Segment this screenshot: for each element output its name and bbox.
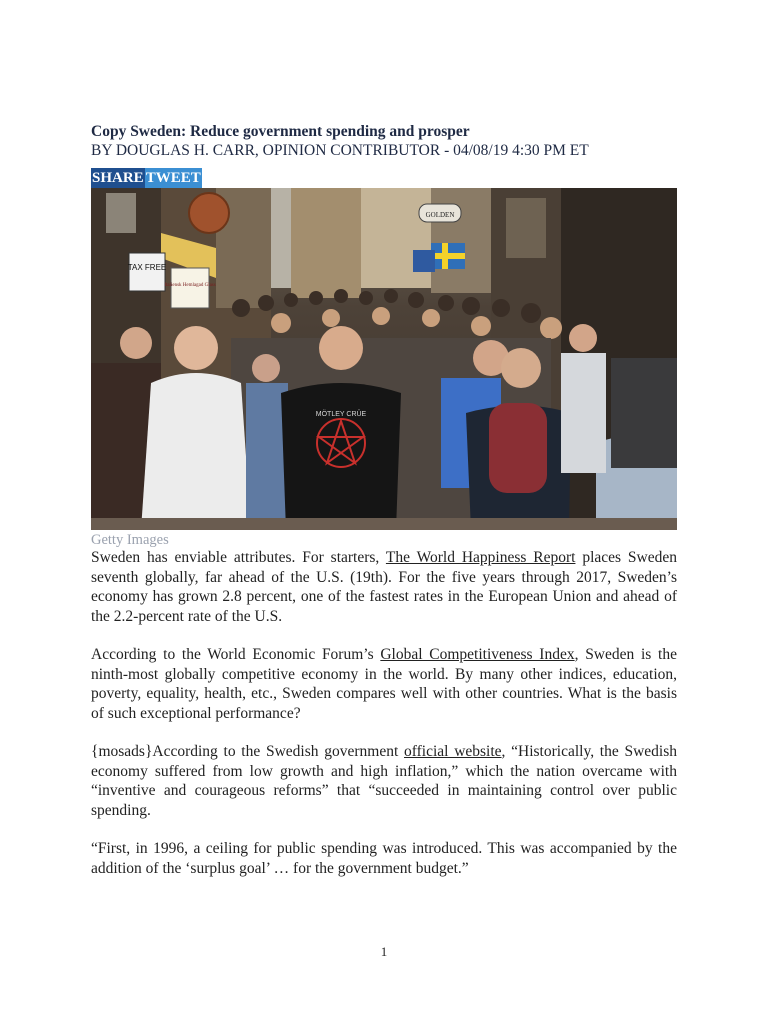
- paragraph-1: [91, 548, 677, 626]
- crowd-street-photo: [91, 188, 677, 530]
- paragraph-2-text-end: , Sweden is the ninth-most globally competitive economy in the world. By many other indices, education, poverty, equality, health, etc., Sweden compares well with other countries. What is the basis of such exceptional performance?: [91, 646, 677, 722]
- share-bar: [91, 168, 677, 188]
- paragraph-3-text-end: , “Historically, the Swedish economy suffered from low growth and high inflation,” which the nation overcame with “inventive and courageous reforms” that “succeeded in maintaining control over public spending.: [91, 743, 677, 819]
- paragraph-3: [91, 742, 677, 820]
- official-website-link[interactable]: official website: [404, 743, 502, 760]
- shop-sign: GOLDEN: [425, 211, 455, 219]
- world-happiness-report-link[interactable]: The World Happiness Report: [385, 549, 576, 566]
- global-competitiveness-index-link[interactable]: Global Competitiveness Index: [380, 646, 575, 663]
- paragraph-2: [91, 645, 677, 723]
- tax-free-sign: TAX FREE: [127, 263, 167, 272]
- shirt-print: MÖTLEY CRÜE: [315, 411, 367, 418]
- share-button[interactable]: SHARE: [92, 170, 144, 186]
- paragraph-3-text-start: {mosads}According to the Swedish government: [91, 743, 404, 760]
- paragraph-4: “First, in 1996, a ceiling for public spending was introduced. This was accompanied by the addition of the ‘surplus goal’ … for the government budget.”: [91, 840, 677, 877]
- article-photo: [91, 188, 677, 530]
- paragraph-1-text-start: Sweden has enviable attributes. For starters,: [91, 549, 386, 566]
- article-title: Copy Sweden: Reduce government spending and prosper: [91, 123, 470, 140]
- page-number: 1: [380, 944, 388, 959]
- document-page: [91, 122, 677, 897]
- image-caption: Getty Images: [91, 532, 169, 548]
- gelato-sign: Italiensk Hemlagad Glass: [164, 283, 216, 288]
- article-byline: BY DOUGLAS H. CARR, OPINION CONTRIBUTOR - 04/08/19 4:30 PM ET: [91, 142, 589, 159]
- paragraph-1-text-end: places Sweden seventh globally, far ahead of the U.S. (19th). For the five years through 2017, Sweden’s economy has grown 2.8 percent, one of the fastest rates in the European Union and ahead of the 2.2-percent rate of the U.S.: [91, 549, 677, 625]
- tweet-button[interactable]: TWEET: [145, 170, 201, 186]
- paragraph-2-text-start: According to the World Economic Forum’s: [91, 646, 381, 663]
